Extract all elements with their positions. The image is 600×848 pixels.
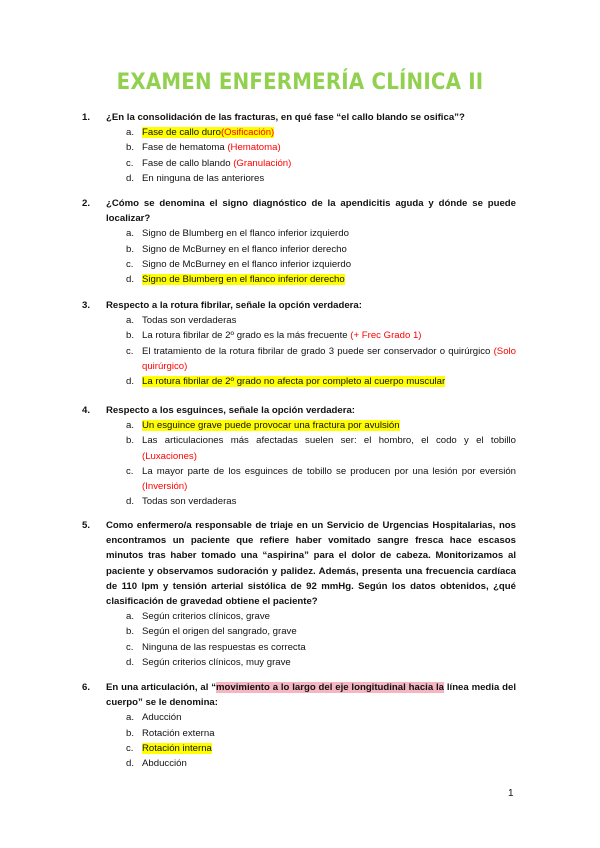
- option-a: a. Todas son verdaderas: [126, 315, 237, 327]
- option-a: a. Aducción: [126, 712, 182, 724]
- question-2: [82, 196, 516, 287]
- question-number: 1.: [82, 112, 91, 123]
- option-c: c. Signo de McBurney en el flanco inferior izquierdo: [126, 258, 352, 270]
- option-b: b. Las articulaciones más afectadas suelen ser: el hombro, el codo y el tobillo (Luxaciones): [126, 435, 516, 462]
- option-d: d. En ninguna de las anteriores: [126, 172, 265, 184]
- pink-highlight: movimiento a lo largo del eje longitudinal hacia la: [216, 682, 445, 693]
- option-list: [106, 609, 516, 670]
- correction-note: (Hematoma): [227, 142, 281, 154]
- question-6: [82, 680, 516, 771]
- option-c: c. El tratamiento de la rotura fibrilar de grado 3 puede ser conservador o quirúrgico (Solo quirúrgico): [126, 345, 516, 372]
- correction-note: (Luxaciones): [142, 450, 197, 462]
- correction-note: (Inversión): [142, 481, 188, 493]
- option-b: b. Según el origen del sangrado, grave: [126, 626, 297, 638]
- option-b: b. Signo de McBurney en el flanco inferior derecho: [126, 243, 347, 255]
- option-a: a. Según criterios clínicos, grave: [126, 611, 270, 623]
- question-text: ¿Cómo se denomina el signo diagnóstico de la apendicitis aguda y dónde se puede localizar?: [106, 198, 516, 225]
- question-text: En una articulación, al “movimiento a lo largo del eje longitudinal hacia la línea media del cuerpo” se le denomina:: [106, 682, 516, 709]
- question-3: [82, 298, 516, 389]
- page-number: 1: [508, 788, 514, 799]
- option-d: d. La rotura fibrilar de 2º grado no afecta por completo al cuerpo muscular: [126, 376, 446, 388]
- question-number: 4.: [82, 405, 91, 416]
- option-d: d. Según criterios clínicos, muy grave: [126, 656, 291, 668]
- question-text: ¿En la consolidación de las fracturas, en qué fase “el callo blando se osifica”?: [106, 112, 465, 123]
- option-c: c. Fase de callo blando (Granulación): [126, 157, 292, 169]
- option-a: a. Un esguince grave puede provocar una fractura por avulsión: [126, 420, 400, 432]
- option-c: c. Ninguna de las respuestas es correcta: [126, 641, 306, 653]
- correction-note: (Solo quirúrgico): [142, 345, 516, 372]
- question-5: [82, 518, 516, 670]
- question-text: Respecto a la rotura fibrilar, señale la opción verdadera:: [106, 300, 362, 311]
- question-number: 6.: [82, 682, 91, 693]
- question-number: 3.: [82, 300, 91, 311]
- correction-note: (Osificación): [220, 127, 275, 139]
- question-4: [82, 403, 516, 509]
- correction-note: (Granulación): [233, 157, 292, 169]
- option-d: d. Signo de Blumberg en el flanco inferior derecho: [126, 274, 345, 286]
- option-d: d. Abducción: [126, 758, 187, 770]
- question-text: Respecto a los esguinces, señale la opción verdadera:: [106, 405, 356, 416]
- option-list: [106, 313, 516, 389]
- exam-title: EXAMEN ENFERMERÍA CLÍNICA II: [116, 70, 484, 95]
- question-text: Como enfermero/a responsable de triaje en un Servicio de Urgencias Hospitalarias, nos encontramos un paciente que refiere haber vomitado sangre fresca hace escasos minutos tras haber tomado una “aspirina” para el dolor de cabeza. Monitorizamos al paciente y observamos sudoración y palidez. Además, presenta una frecuencia cardíaca de 110 lpm y tensión arterial sistólica de 92 mmHg. Según los datos obtenidos, ¿qué clasificación de gravedad obtiene el paciente?: [106, 520, 516, 608]
- option-a: a. Fase de callo duro(Osificación): [126, 127, 275, 139]
- question-number: 2.: [82, 198, 91, 209]
- option-c: c. La mayor parte de los esguinces de tobillo se producen por una lesión por eversión (Inversión): [126, 465, 516, 493]
- correction-note: (+ Frec Grado 1): [350, 330, 422, 342]
- option-list: [106, 226, 516, 287]
- option-list: [106, 125, 516, 186]
- option-b: b. Rotación externa: [126, 727, 215, 739]
- option-list: [106, 418, 516, 509]
- option-list: [106, 710, 516, 771]
- option-d: d. Todas son verdaderas: [126, 496, 237, 508]
- question-1: [82, 110, 516, 186]
- option-b: b. Fase de hematoma (Hematoma): [126, 142, 281, 154]
- question-number: 5.: [82, 520, 91, 531]
- option-c: c. Rotación interna: [126, 742, 212, 754]
- option-a: a. Signo de Blumberg en el flanco inferior izquierdo: [126, 228, 349, 240]
- option-b: b. La rotura fibrilar de 2º grado es la más frecuente (+ Frec Grado 1): [126, 330, 422, 342]
